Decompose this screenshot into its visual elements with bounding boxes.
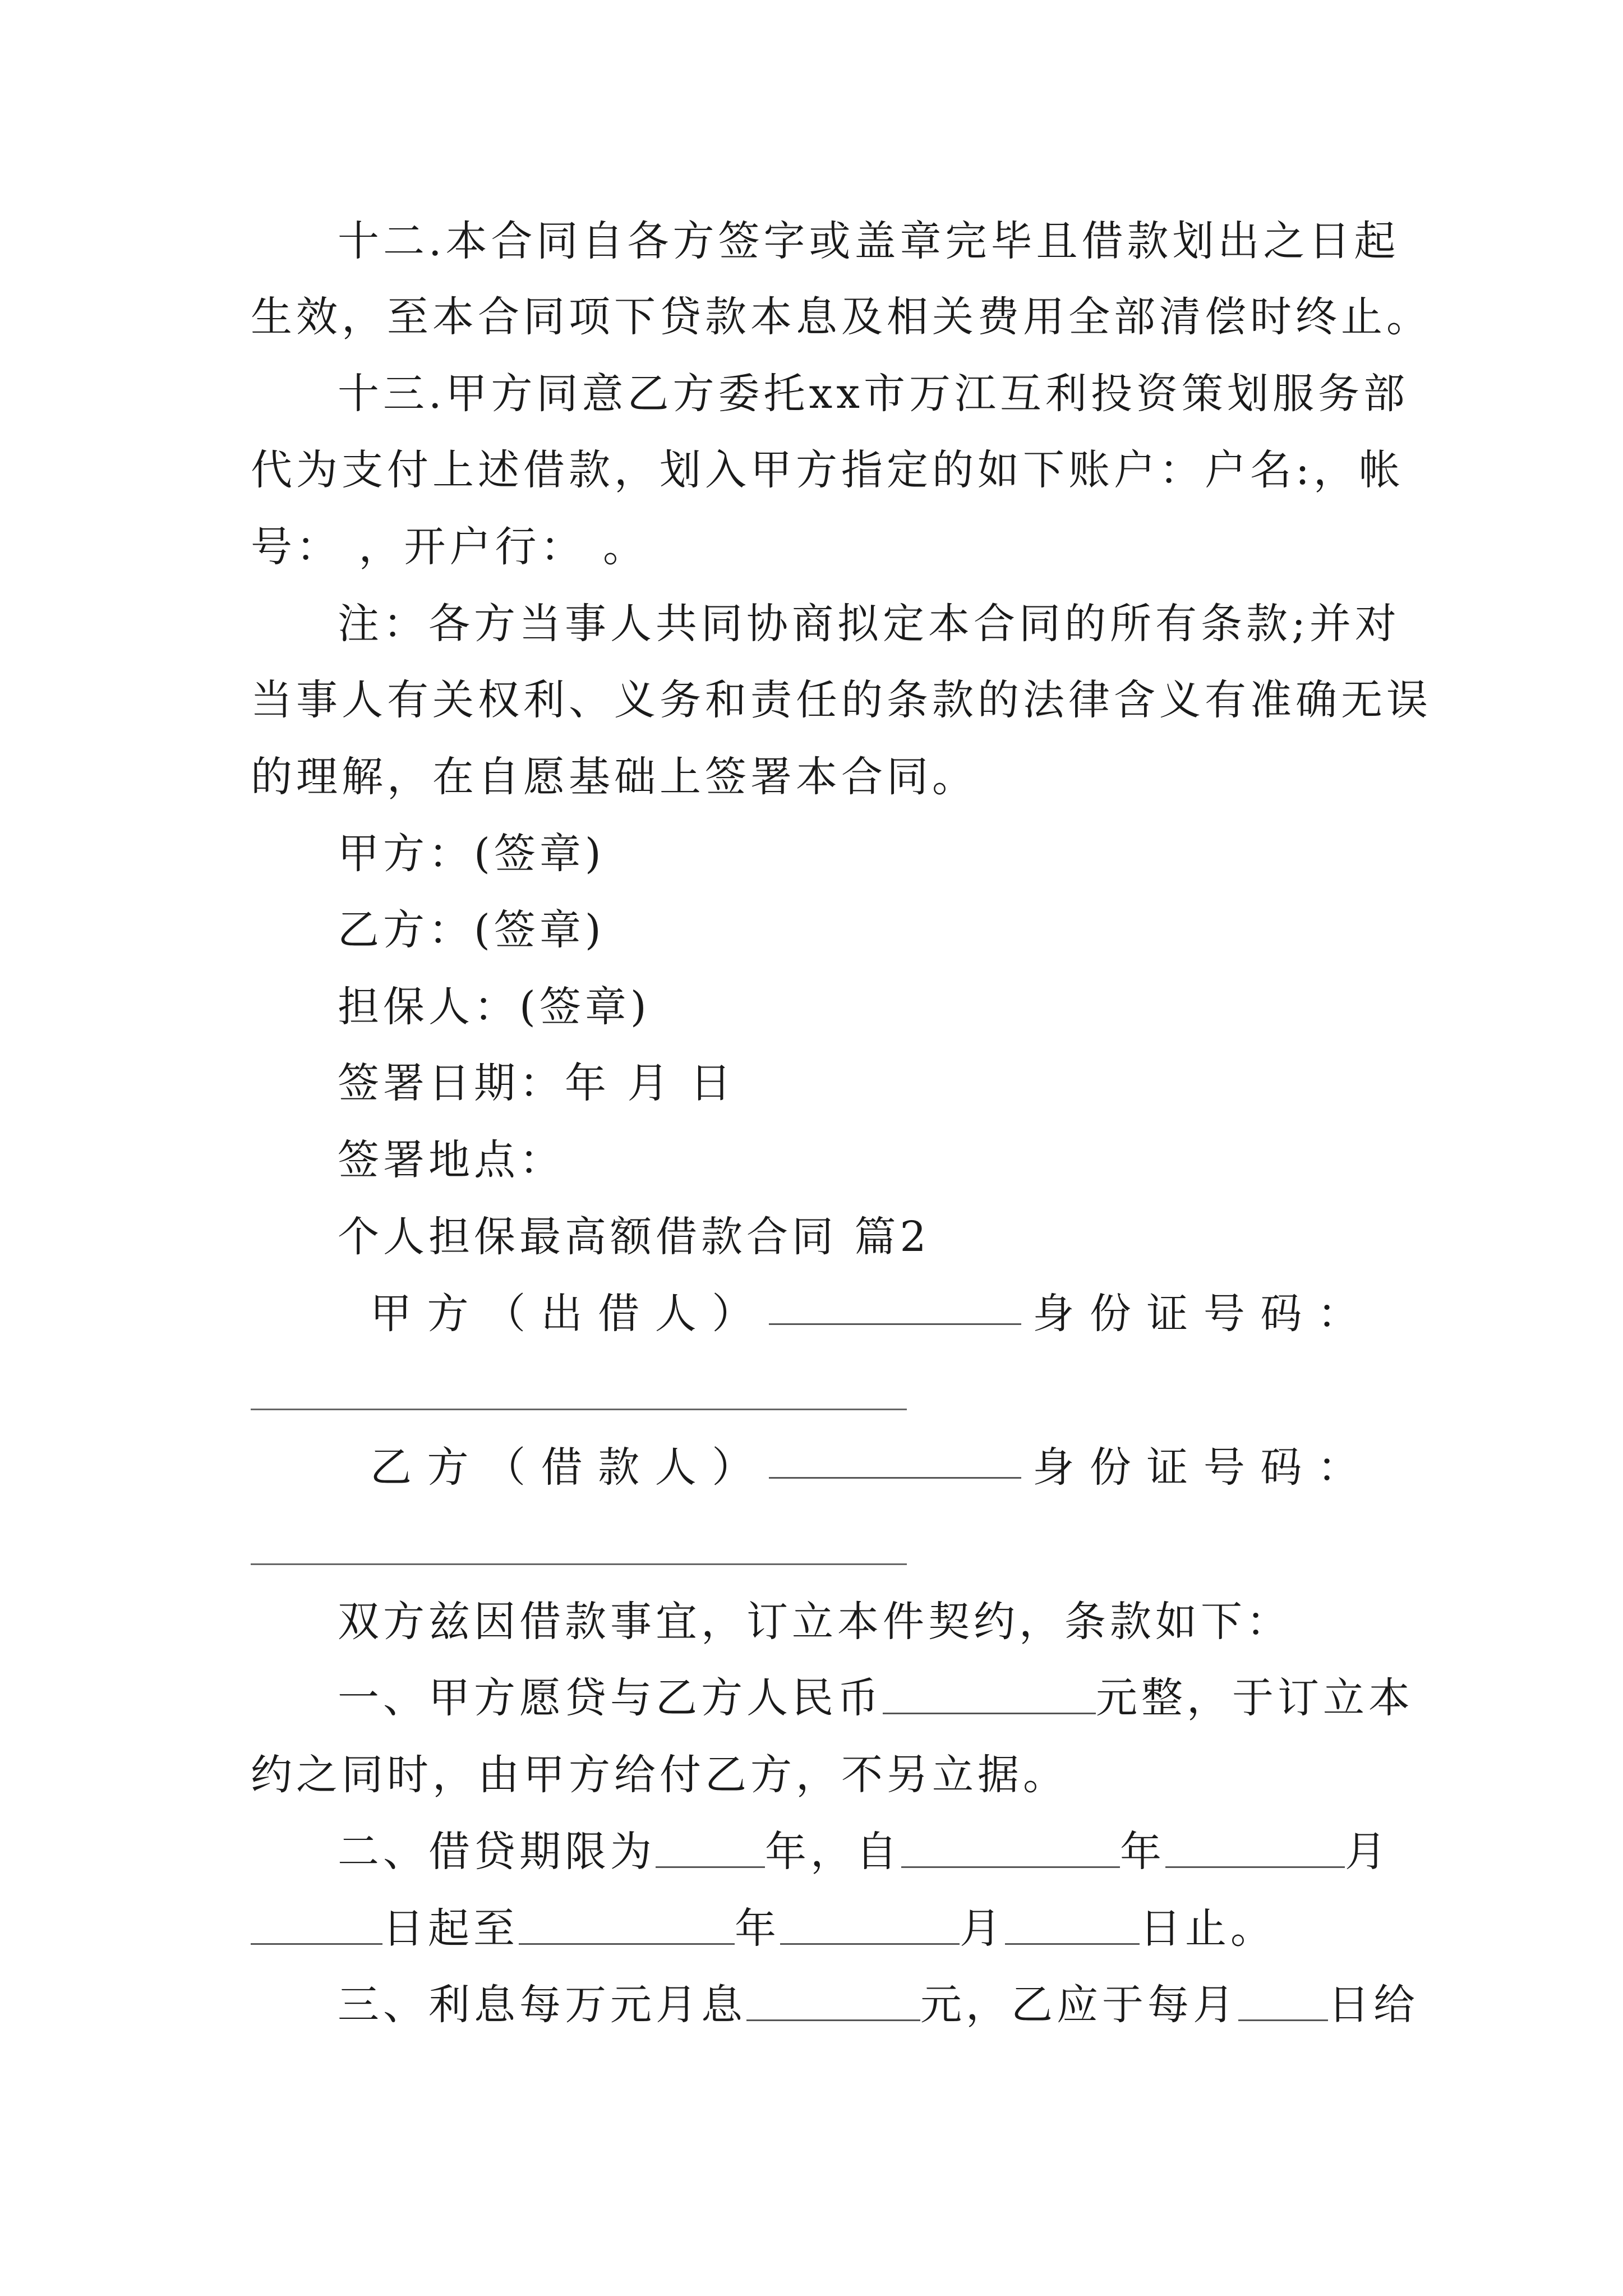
- clause-3-text-c: 日给: [1328, 1981, 1419, 2029]
- clause-2-text-e: 日起至: [382, 1904, 519, 1953]
- clause-2-text-c: 年: [1120, 1828, 1165, 1876]
- clause-3-text-a: 三、利息每万元月息: [338, 1981, 746, 2029]
- party-a-id-char: 号: [1203, 1290, 1249, 1338]
- clause-2-text-h: 日止。: [1140, 1904, 1276, 1953]
- party-b-char: 乙: [370, 1443, 416, 1492]
- end-day-blank: [1005, 1906, 1140, 1945]
- party-b-char: 人: [654, 1443, 700, 1492]
- party-a-char: 借: [598, 1290, 644, 1338]
- note-line-3: 的理解，在自愿基础上签署本合同。: [251, 753, 978, 801]
- clause-2-text-d: 月: [1345, 1828, 1390, 1876]
- party-a-char: 甲: [370, 1290, 416, 1338]
- signature-guarantor: 担保人：(签章): [338, 983, 651, 1031]
- end-year-blank: [519, 1906, 735, 1945]
- party-b-id-char: 号: [1203, 1443, 1249, 1492]
- clause-13-line-1: 十三.甲方同意乙方委托xx市万江互利投资策划服务部: [338, 370, 1409, 418]
- party-b-char: 款: [598, 1443, 644, 1492]
- clause-1-line-1: [338, 1670, 1414, 1726]
- clause-1-text-a: 一、甲方愿贷与乙方人民币: [338, 1674, 883, 1722]
- clause-2-line-1: [338, 1824, 1390, 1880]
- party-a-id-char: ：: [1317, 1290, 1363, 1338]
- start-year-blank: [901, 1829, 1120, 1868]
- party-a-char: （: [484, 1290, 530, 1338]
- note-line-1: 注：各方当事人共同协商拟定本合同的所有条款;并对: [338, 600, 1400, 648]
- signature-party-b: 乙方：(签章): [338, 906, 605, 954]
- party-b-id-char: ：: [1317, 1443, 1363, 1492]
- clause-1-line-2: 约之同时，由甲方给付乙方，不另立据。: [251, 1751, 1068, 1799]
- party-a-id-char: 码: [1260, 1290, 1306, 1338]
- clause-2-text-a: 二、借贷期限为: [338, 1828, 656, 1876]
- party-a-id-blank: [251, 1409, 907, 1410]
- pay-day-blank: [1238, 1982, 1328, 2021]
- clause-1-text-b: 元整，于订立本: [1096, 1674, 1414, 1722]
- party-b-char: 借: [541, 1443, 587, 1492]
- party-b-id-char: 证: [1146, 1443, 1192, 1492]
- clause-2-text-f: 年: [735, 1904, 780, 1953]
- party-a-char: 出: [541, 1290, 587, 1338]
- signature-party-a: 甲方：(签章): [338, 830, 605, 878]
- signature-date: 签署日期：年 月 日: [338, 1059, 736, 1107]
- start-month-blank: [1165, 1829, 1345, 1868]
- party-b-char: 方: [427, 1443, 473, 1492]
- contract-2-title: 个人担保最高额借款合同 篇2: [338, 1213, 930, 1261]
- clause-2-text-b: 年，自: [765, 1828, 901, 1876]
- party-b-line: [370, 1439, 1363, 1496]
- party-b-char: （: [484, 1443, 530, 1492]
- party-b-id-blank: [251, 1563, 907, 1565]
- signature-place: 签署地点：: [338, 1136, 565, 1184]
- clause-12-line-2: 生效，至本合同项下贷款本息及相关费用全部清偿时终止。: [251, 293, 1432, 341]
- clause-2-text-g: 月: [960, 1904, 1005, 1953]
- term-years-blank: [656, 1829, 765, 1868]
- party-a-name-blank: [769, 1286, 1021, 1325]
- clause-13-line-3: 号： ，开户行： 。: [251, 523, 649, 571]
- party-b-id-char: 份: [1089, 1443, 1135, 1492]
- clause-12-line-1: 十二.本合同自各方签字或盖章完毕且借款划出之日起: [338, 217, 1400, 265]
- clause-2-line-2: [251, 1901, 1276, 1957]
- party-a-id-char: 证: [1146, 1290, 1192, 1338]
- start-day-blank: [251, 1906, 382, 1945]
- clause-3-text-b: 元，乙应于每月: [920, 1981, 1238, 2029]
- party-a-line: [370, 1286, 1363, 1342]
- party-b-id-char: 码: [1260, 1443, 1306, 1492]
- party-b-char: ）: [712, 1443, 758, 1492]
- party-a-char: ）: [712, 1290, 758, 1338]
- party-a-char: 人: [654, 1290, 700, 1338]
- clause-3-line-1: [338, 1977, 1419, 2033]
- amount-blank: [883, 1675, 1096, 1714]
- intro-line: 双方兹因借款事宜，订立本件契约，条款如下：: [338, 1598, 1292, 1646]
- party-a-id-char: 份: [1089, 1290, 1135, 1338]
- party-b-name-blank: [769, 1439, 1021, 1479]
- clause-13-line-2: 代为支付上述借款，划入甲方指定的如下账户：户名:，帐: [251, 446, 1404, 494]
- end-month-blank: [780, 1906, 960, 1945]
- party-a-id-char: 身: [1032, 1290, 1078, 1338]
- note-line-2: 当事人有关权利、义务和责任的条款的法律含义有准确无误: [251, 676, 1432, 724]
- party-b-id-char: 身: [1032, 1443, 1078, 1492]
- interest-blank: [746, 1982, 920, 2021]
- party-a-char: 方: [427, 1290, 473, 1338]
